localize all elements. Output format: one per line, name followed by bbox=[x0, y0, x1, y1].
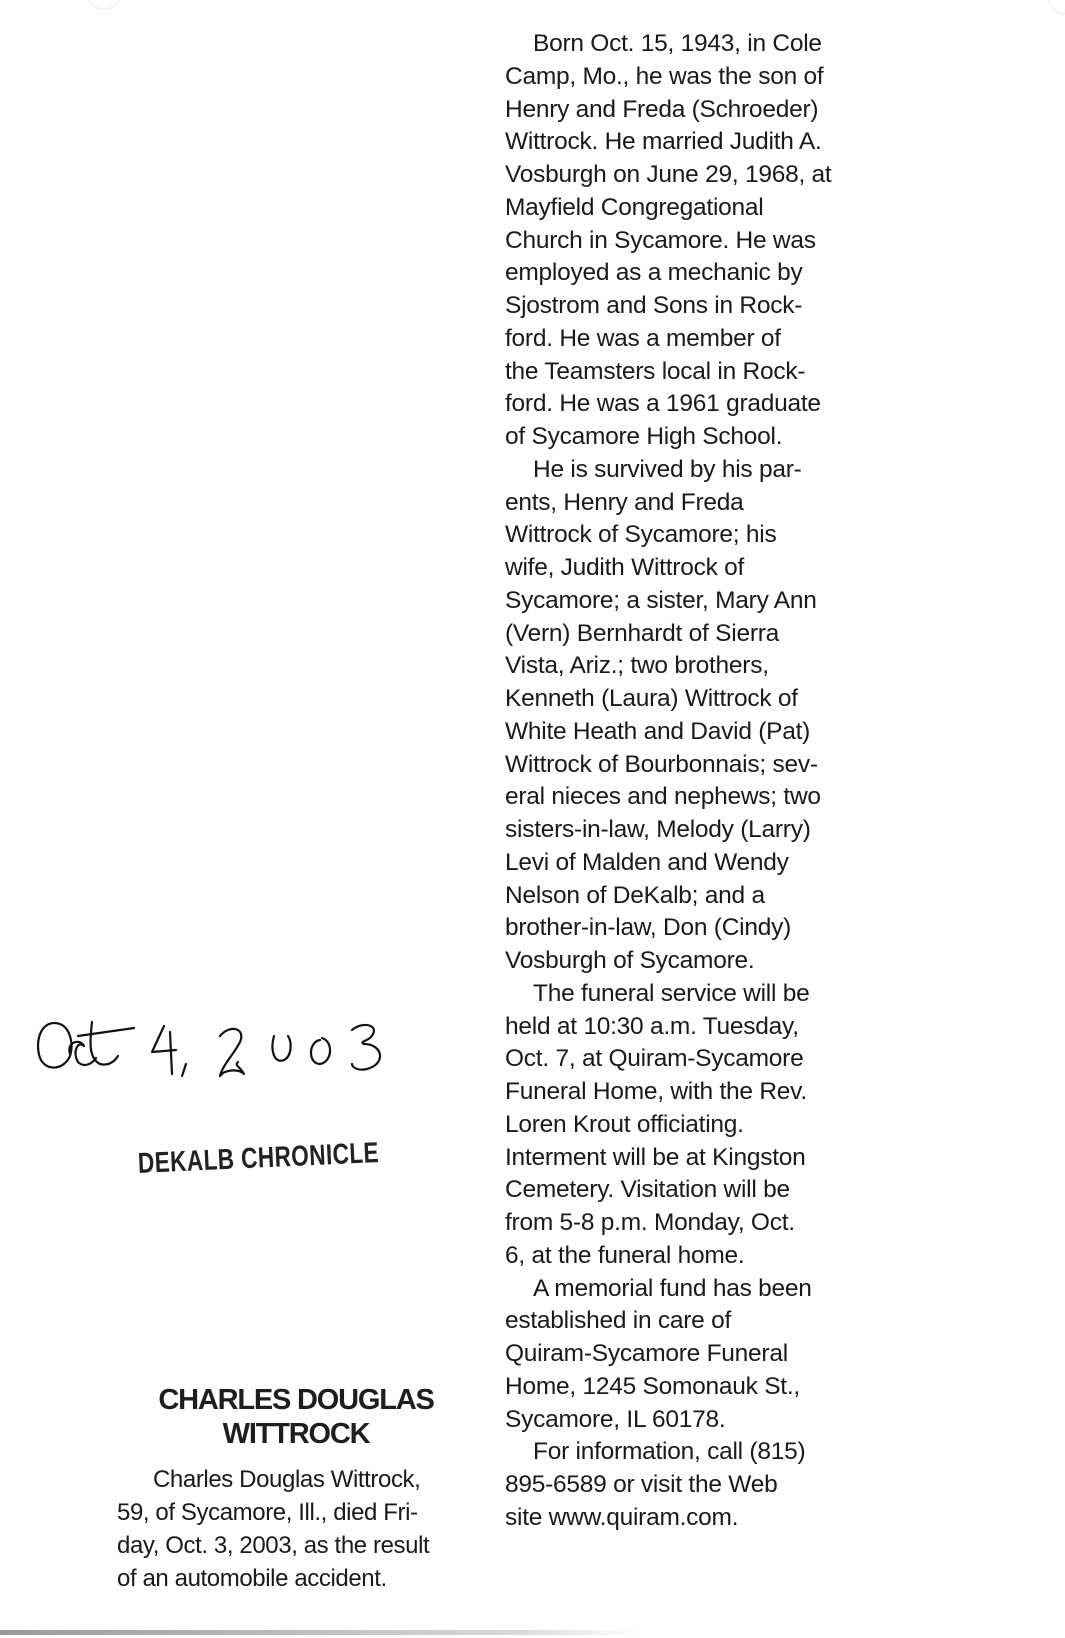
body-line: Henry and Freda (Schroeder) bbox=[505, 95, 819, 123]
body-line: Born Oct. 15, 1943, in Cole bbox=[533, 30, 822, 57]
body-line: Sycamore, IL 60178. bbox=[505, 1405, 726, 1433]
body-line: Wittrock of Sycamore; his bbox=[505, 521, 777, 549]
handwritten-date bbox=[30, 1010, 450, 1080]
body-line: Vosburgh of Sycamore. bbox=[505, 947, 755, 974]
scan-edge-shadow bbox=[0, 1630, 640, 1635]
body-line: from 5-8 p.m. Monday, Oct. bbox=[505, 1209, 795, 1236]
headline-line-2: WITTROCK bbox=[222, 1418, 370, 1450]
body-line: (Vern) Bernhardt of Sierra bbox=[505, 619, 780, 647]
body-line: Loren Krout officiating. bbox=[505, 1110, 744, 1138]
body-line: Kenneth (Laura) Wittrock of bbox=[505, 685, 798, 712]
body-line: Camp, Mo., he was the son of bbox=[505, 62, 824, 90]
body-line: Vista, Ariz.; two brothers, bbox=[505, 652, 769, 680]
body-line: For information, call (815) bbox=[533, 1438, 806, 1466]
body-line: Funeral Home, with the Rev. bbox=[505, 1078, 807, 1105]
body-line: Mayfield Congregational bbox=[505, 193, 764, 221]
body-line: eral nieces and nephews; two bbox=[505, 783, 821, 811]
lead-line: day, Oct. 3, 2003, as the result bbox=[117, 1532, 430, 1559]
body-line: Wittrock. He married Judith A. bbox=[505, 128, 822, 156]
lead-line: Charles Douglas Wittrock, bbox=[153, 1466, 421, 1493]
body-line: Sycamore; a sister, Mary Ann bbox=[505, 586, 817, 614]
body-line: A memorial fund has been bbox=[533, 1274, 812, 1302]
body-line: Church in Sycamore. He was bbox=[505, 226, 816, 254]
body-line: 6, at the funeral home. bbox=[505, 1241, 745, 1269]
body-line: Interment will be at Kingston bbox=[505, 1143, 806, 1171]
lead-line: 59, of Sycamore, Ill., died Fri- bbox=[117, 1499, 418, 1526]
body-line: Quiram-Sycamore Funeral bbox=[505, 1340, 788, 1367]
headline-line-1: CHARLES DOUGLAS bbox=[158, 1384, 434, 1416]
obituary-headline bbox=[120, 1383, 472, 1451]
obituary-lead-paragraph bbox=[117, 1463, 487, 1595]
lead-line: of an automobile accident. bbox=[117, 1565, 387, 1592]
body-line: site www.quiram.com. bbox=[505, 1503, 739, 1531]
body-line: He is survived by his par- bbox=[533, 455, 802, 483]
body-line: established in care of bbox=[505, 1307, 732, 1335]
body-line: White Heath and David (Pat) bbox=[505, 717, 811, 745]
body-line: ford. He was a 1961 graduate bbox=[505, 390, 821, 418]
body-line: wife, Judith Wittrock of bbox=[505, 554, 745, 581]
body-line: Home, 1245 Somonauk St., bbox=[505, 1372, 800, 1400]
obituary-body-column bbox=[505, 28, 875, 1535]
body-line: brother-in-law, Don (Cindy) bbox=[505, 914, 791, 942]
body-line: Levi of Malden and Wendy bbox=[505, 848, 789, 876]
body-line: sisters-in-law, Melody (Larry) bbox=[505, 816, 811, 843]
body-line: Wittrock of Bourbonnais; sev- bbox=[505, 750, 818, 778]
body-line: Sjostrom and Sons in Rock- bbox=[505, 292, 803, 319]
body-line: held at 10:30 a.m. Tuesday, bbox=[505, 1012, 799, 1040]
body-line: 895-6589 or visit the Web bbox=[505, 1471, 778, 1498]
body-line: of Sycamore High School. bbox=[505, 423, 783, 450]
body-line: ents, Henry and Freda bbox=[505, 488, 744, 516]
scan-artifact bbox=[88, 0, 120, 10]
body-line: Vosburgh on June 29, 1968, at bbox=[505, 161, 832, 188]
body-line: The funeral service will be bbox=[533, 979, 810, 1007]
body-line: the Teamsters local in Rock- bbox=[505, 357, 806, 385]
scan-artifact bbox=[1048, 0, 1065, 14]
body-line: Oct. 7, at Quiram-Sycamore bbox=[505, 1045, 804, 1073]
body-line: Nelson of DeKalb; and a bbox=[505, 881, 765, 909]
newspaper-stamp: DEKALB CHRONICLE bbox=[137, 1137, 380, 1180]
body-line: ford. He was a member of bbox=[505, 324, 781, 352]
body-line: Cemetery. Visitation will be bbox=[505, 1176, 790, 1204]
body-line: employed as a mechanic by bbox=[505, 259, 803, 287]
